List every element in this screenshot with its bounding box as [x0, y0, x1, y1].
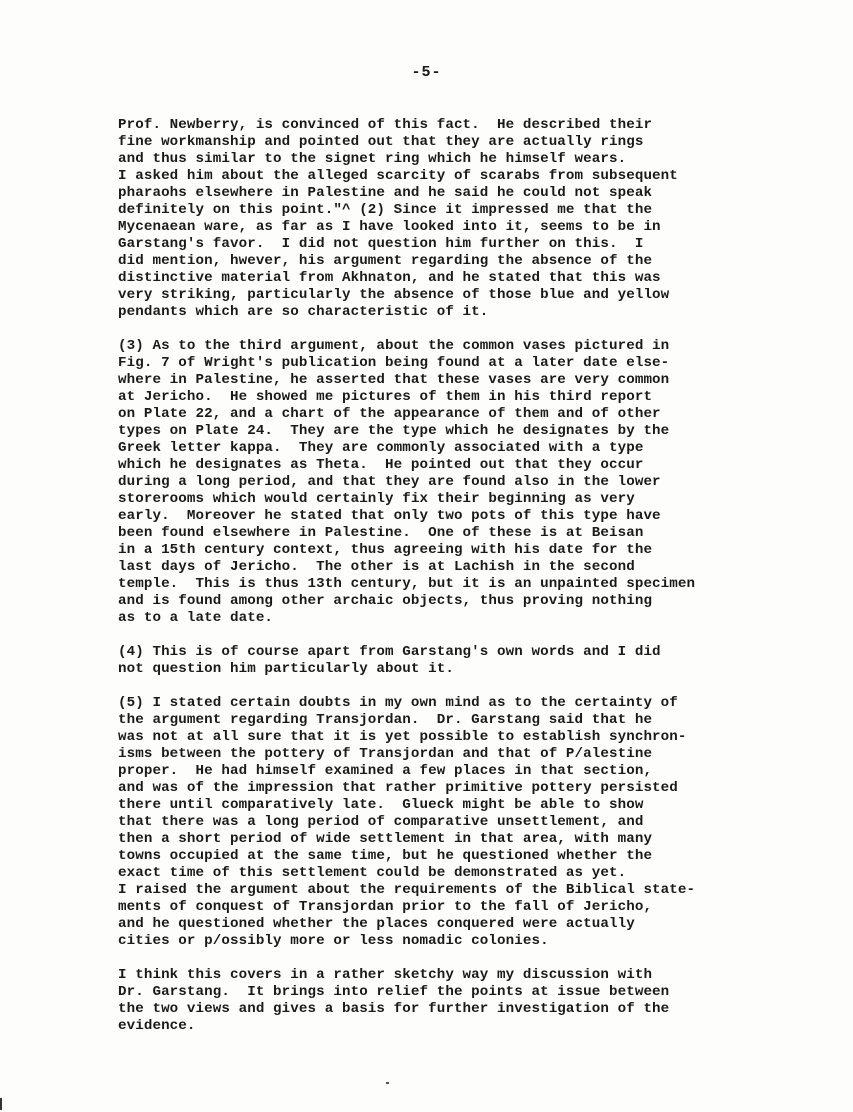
text-line: pharaohs elsewhere in Palestine and he said he could not speak — [118, 185, 653, 201]
text-line: Garstang's favor. I did not question him further on this. I — [118, 236, 644, 252]
text-line: (5) I stated certain doubts in my own mind as to the certainty of — [118, 695, 678, 711]
text-line: last days of Jericho. The other is at Lachish in the second — [118, 559, 635, 575]
text-line: early. Moreover he stated that only two pots of this type have — [118, 508, 661, 524]
text-line: was not at all sure that it is yet possible to establish synchron- — [118, 729, 687, 745]
text-line: ments of conquest of Transjordan prior to the fall of Jericho, — [118, 899, 653, 915]
text-line: cities or p/ossibly more or less nomadic colonies. — [118, 933, 549, 949]
text-line: been found elsewhere in Palestine. One of these is at Beisan — [118, 525, 644, 541]
text-line: I think this covers in a rather sketchy way my discussion with — [118, 967, 653, 983]
text-line: (3) As to the third argument, about the common vases pictured in — [118, 338, 670, 354]
text-line: and he questioned whether the places conquered were actually — [118, 916, 635, 932]
text-line: did mention, hwever, his argument regarding the absence of the — [118, 253, 653, 269]
text-line: in a 15th century context, thus agreeing with his date for the — [118, 542, 653, 558]
text-line: (4) This is of course apart from Garstang's own words and I did — [118, 644, 661, 660]
page-number: -5- — [411, 64, 442, 81]
text-line: definitely on this point."^ (2) Since it impressed me that the — [118, 202, 653, 218]
text-line: storerooms which would certainly fix their beginning as very — [118, 491, 635, 507]
text-line: during a long period, and that they are found also in the lower — [118, 474, 661, 490]
document-body — [118, 117, 818, 1052]
text-line: evidence. — [118, 1018, 196, 1034]
text-line: and thus similar to the signet ring which he himself wears. — [118, 151, 627, 167]
text-line: and was of the impression that rather primitive pottery persisted — [118, 780, 678, 796]
paragraph-3 — [118, 338, 818, 627]
text-line: exact time of this settlement could be demonstrated as yet. — [118, 865, 627, 881]
text-line: I asked him about the alleged scarcity of scarabs from subsequent — [118, 168, 678, 184]
text-line: and is found among other archaic objects, thus proving nothing — [118, 593, 653, 609]
scan-edge-mark — [0, 1098, 2, 1110]
text-line: types on Plate 24. They are the type which he designates by the — [118, 423, 670, 439]
text-line: Greek letter kappa. They are commonly associated with a type — [118, 440, 644, 456]
text-line: proper. He had himself examined a few places in that section, — [118, 763, 653, 779]
closing-paragraph — [118, 967, 818, 1035]
ink-speck — [386, 1082, 389, 1084]
text-line: very striking, particularly the absence of those blue and yellow — [118, 287, 670, 303]
text-line: Prof. Newberry, is convinced of this fact. He described their — [118, 117, 653, 133]
text-line: that there was a long period of comparative unsettlement, and — [118, 814, 644, 830]
paragraph-1 — [118, 117, 818, 321]
text-line: Dr. Garstang. It brings into relief the points at issue between — [118, 984, 670, 1000]
text-line: which he designates as Theta. He pointed out that they occur — [118, 457, 644, 473]
text-line: not question him particularly about it. — [118, 661, 454, 677]
text-line: the two views and gives a basis for further investigation of the — [118, 1001, 670, 1017]
text-line: at Jericho. He showed me pictures of them in his third report — [118, 389, 653, 405]
text-line: there until comparatively late. Glueck might be able to show — [118, 797, 644, 813]
text-line: the argument regarding Transjordan. Dr. Garstang said that he — [118, 712, 653, 728]
text-line: as to a late date. — [118, 610, 274, 626]
text-line: towns occupied at the same time, but he questioned whether the — [118, 848, 653, 864]
text-line: Mycenaean ware, as far as I have looked into it, seems to be in — [118, 219, 661, 235]
text-line: distinctive material from Akhnaton, and he stated that this was — [118, 270, 661, 286]
paragraph-5 — [118, 695, 818, 950]
text-line: where in Palestine, he asserted that these vases are very common — [118, 372, 670, 388]
text-line: I raised the argument about the requirements of the Biblical state- — [118, 882, 696, 898]
text-line: then a short period of wide settlement in that area, with many — [118, 831, 653, 847]
text-line: Fig. 7 of Wright's publication being found at a later date else- — [118, 355, 670, 371]
text-line: isms between the pottery of Transjordan and that of P/alestine — [118, 746, 653, 762]
paragraph-4 — [118, 644, 818, 678]
text-line: on Plate 22, and a chart of the appearance of them and of other — [118, 406, 661, 422]
text-line: fine workmanship and pointed out that they are actually rings — [118, 134, 644, 150]
text-line: temple. This is thus 13th century, but it is an unpainted specimen — [118, 576, 696, 592]
text-line: pendants which are so characteristic of it. — [118, 304, 489, 320]
